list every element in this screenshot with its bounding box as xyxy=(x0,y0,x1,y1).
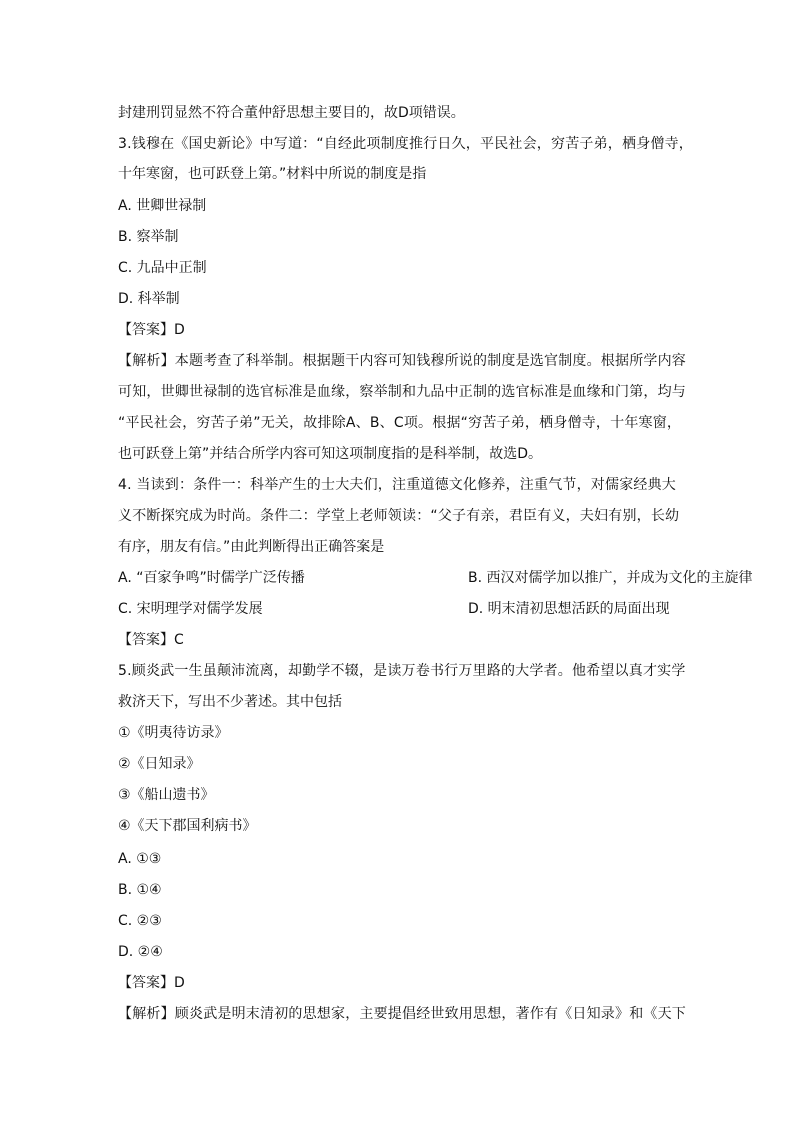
question-5-stem: 救济天下，写出不少著述。其中包括 xyxy=(118,694,342,710)
answer-label: 【答案】D xyxy=(118,975,185,991)
question-3-stem-cont: 十年寒窗，也可跃登上第。”材料中所说的制度是指 xyxy=(118,166,427,182)
question-4-stem: 4. 当读到：条件一：科举产生的士大夫们，注重道德文化修养，注重气节，对儒家经典大 xyxy=(118,477,677,493)
question-4-stem: 义不断探究成为时尚。条件二：学堂上老师领读：“父子有亲，君臣有义，夫妇有别，长幼 xyxy=(118,508,680,524)
analysis-text: 【解析】顾炎武是明末清初的思想家，主要提倡经世致用思想，著作有《日知录》和《天下 xyxy=(118,1006,686,1022)
option-d: D. 科举制 xyxy=(118,291,180,307)
choice-2: ②《日知录》 xyxy=(118,756,201,772)
option-a: A. “百家争鸣”时儒学广泛传播 xyxy=(118,570,305,586)
analysis-text: 也可跃登上第”并结合所学内容可知这项制度指的是科举制，故选D。 xyxy=(118,446,543,462)
question-5-stem: 5.顾炎武一生虽颠沛流离，却勤学不辍，是读万卷书行万里路的大学者。他希望以真才实学 xyxy=(118,663,686,679)
answer-label: 【答案】C xyxy=(118,632,184,648)
option-c: C. 宋明理学对儒学发展 xyxy=(118,601,263,617)
option-b: B. ①④ xyxy=(118,882,162,898)
option-c: C. ②③ xyxy=(118,913,162,929)
question-3-stem: 3.钱穆在《国史新论》中写道：“自经此项制度推行日久，平民社会，穷苦子弟，栖身僧寺， xyxy=(118,136,694,152)
option-a: A. ①③ xyxy=(118,851,162,867)
choice-4: ④《天下郡国利病书》 xyxy=(118,818,257,834)
option-a: A. 世卿世禄制 xyxy=(118,198,207,214)
analysis-text: 【解析】本题考查了科举制。根据题干内容可知钱穆所说的制度是选官制度。根据所学内容 xyxy=(118,353,686,369)
option-d: D. 明末清初思想活跃的局面出现 xyxy=(468,601,670,617)
analysis-text: 可知，世卿世禄制的选官标准是血缘，察举制和九品中正制的选官标准是血缘和门第，均与 xyxy=(118,384,686,400)
choice-3: ③《船山遗书》 xyxy=(118,787,215,803)
q4-option-row xyxy=(118,568,753,588)
analysis-text: “平民社会，穷苦子弟”无关，故排除A、B、C项。根据“穷苦子弟，栖身僧寺，十年寒窗， xyxy=(118,415,682,431)
choice-1: ①《明夷待访录》 xyxy=(118,725,229,741)
q4-option-row xyxy=(118,599,678,619)
option-b: B. 西汉对儒学加以推广，并成为文化的主旋律 xyxy=(468,570,753,586)
text-line: 封建刑罚显然不符合董仲舒思想主要目的，故D项错误。 xyxy=(118,105,465,121)
answer-label: 【答案】D xyxy=(118,322,185,338)
option-d: D. ②④ xyxy=(118,944,163,960)
question-4-stem: 有序，朋友有信。”由此判断得出正确答案是 xyxy=(118,539,385,555)
option-c: C. 九品中正制 xyxy=(118,260,207,276)
option-b: B. 察举制 xyxy=(118,229,179,245)
